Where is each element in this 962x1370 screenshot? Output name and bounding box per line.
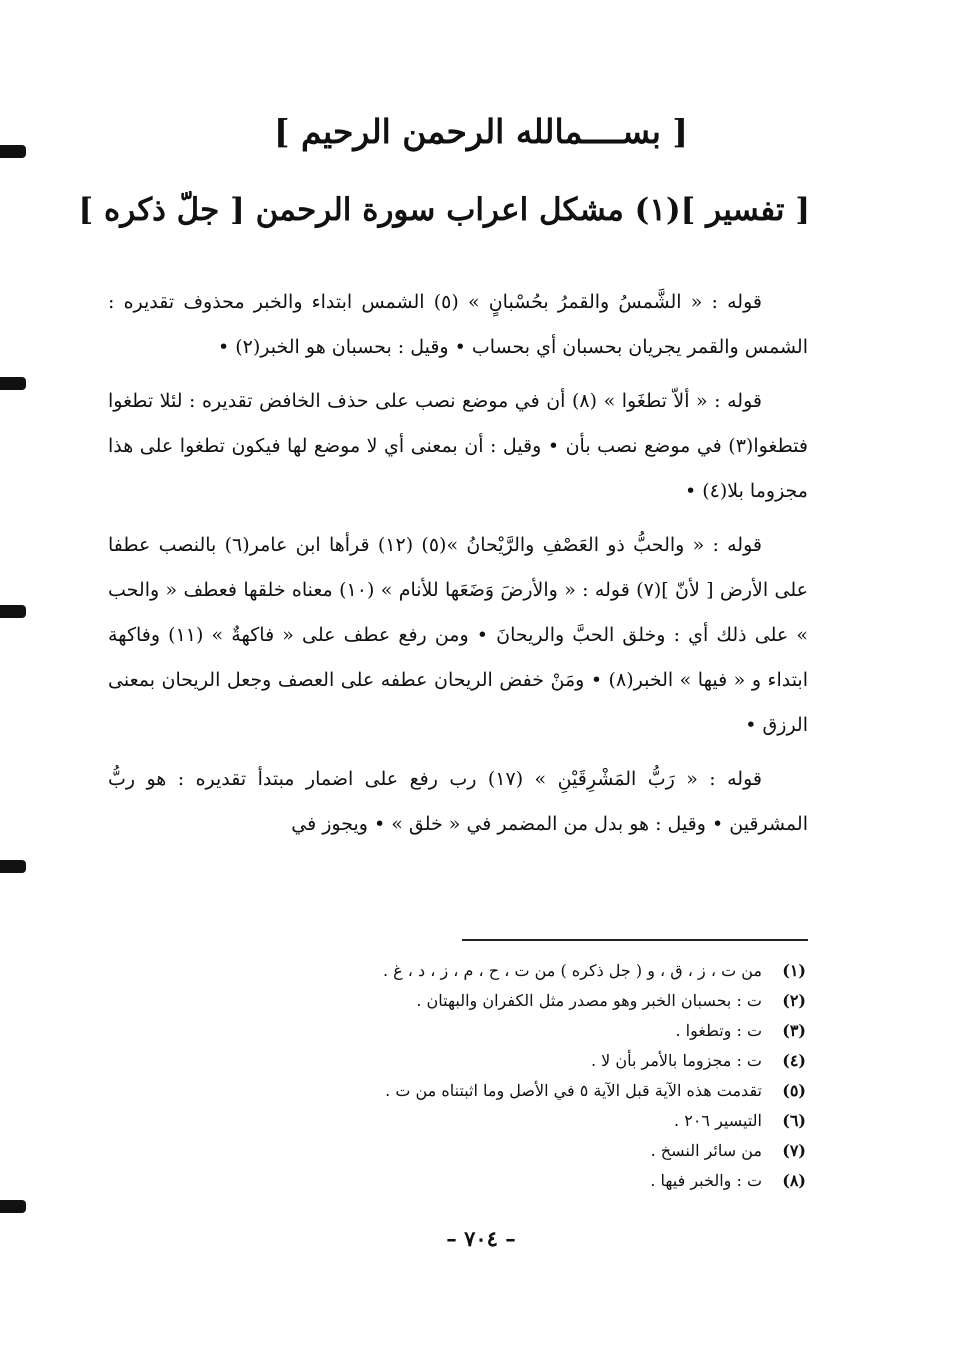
paragraph: قوله : « الشَّمسُ والقمرُ بحُسْبانٍ » (٥) الشمس ابتداء والخبر محذوف تقديره : الشمس والقمر يجريان بحسبان أي بحساب • وقيل : بحسبان هو الخبر(٢) •: [108, 291, 808, 358]
footnote-number: (٣): [782, 1021, 806, 1040]
footnote-divider: [462, 939, 808, 941]
footnote-number: (٧): [782, 1141, 806, 1160]
footnote-number: (٢): [782, 991, 806, 1010]
footnote: [150, 1076, 806, 1106]
footnote-text: من سائر النسخ .: [650, 1141, 762, 1160]
footnote-text: من ت ، ز ، ق ، و ( جل ذكره ) من ت ، ح ، م ، ز ، د ، غ .: [382, 961, 762, 980]
footnote: [150, 1046, 806, 1076]
footnote-text: ت : بحسبان الخبر وهو مصدر مثل الكفران والبهتان .: [416, 991, 762, 1010]
footnotes: [150, 956, 806, 1196]
paragraph: قوله : « رَبُّ المَشْرِقَيْنِ » (١٧) رب رفع على اضمار مبتدأ تقديره : هو ربُّ المشرقين • وقيل : هو بدل من المضمر في « خلق » • ويجوز في: [108, 768, 808, 835]
footnote-text: التيسير ٢٠٦ .: [674, 1111, 762, 1130]
footnote: [150, 986, 806, 1016]
binding-mark: [0, 377, 26, 390]
footnote: [150, 1166, 806, 1196]
footnote-number: (٥): [782, 1081, 806, 1100]
footnote-number: (٨): [782, 1171, 806, 1190]
footnote-number: (٤): [782, 1051, 806, 1070]
page-title: [ تفسير ](١) مشكل اعراب سورة الرحمن [ جلّ ذكره ]: [78, 192, 810, 228]
footnote-number: (١): [782, 961, 806, 980]
footnote-text: ت : مجزوما بالأمر بأن لا .: [590, 1051, 762, 1070]
paragraph: قوله : « والحبُّ ذو العَصْفِ والرَّيْحانُ »(٥) (١٢) قرأها ابن عامر(٦) بالنصب عطفا على الأرض [ لأنّ ](٧) قوله : « والأرضَ وَضَعَها للأنام » (١٠) معناه خلقها فعطف « والحب » على ذلك أي : وخلق الحبَّ والريحانَ • ومن رفع عطف على « فاكهةٌ » (١١) وفاكهة ابتداء و « فيها » الخبر(٨) • ومَنْ خفض الريحان عطفه على العصف وجعل الريحان بمعنى الرزق •: [108, 534, 809, 736]
binding-mark: [0, 1200, 26, 1213]
page-number: – ٧٠٤ –: [446, 1226, 516, 1251]
main-text: [108, 280, 808, 856]
footnote-text: ت : وتطغوا .: [675, 1021, 762, 1040]
footnote-number: (٦): [782, 1111, 806, 1130]
paragraph: قوله : « ألاّ تطغَوا » (٨) أن في موضع نصب على حذف الخافض تقديره : لئلا تطغوا فتطغوا(٣) في موضع نصب بأن • وقيل : أن بمعنى أي لا موضع لها فيكون تطغوا على هذا مجزوما بلا(٤) •: [108, 390, 808, 502]
footnote: [150, 1106, 806, 1136]
footnote-text: تقدمت هذه الآية قبل الآية ٥ في الأصل وما اثبتناه من ت .: [385, 1081, 762, 1100]
footnote: [150, 1136, 806, 1166]
binding-mark: [0, 605, 26, 618]
footnote-text: ت : والخبر فيها .: [650, 1171, 762, 1190]
footnote: [150, 956, 806, 986]
basmala-heading: [ بســــمالله الرحمن الرحيم ]: [273, 112, 689, 151]
binding-mark: [0, 860, 26, 873]
footnote: [150, 1016, 806, 1046]
